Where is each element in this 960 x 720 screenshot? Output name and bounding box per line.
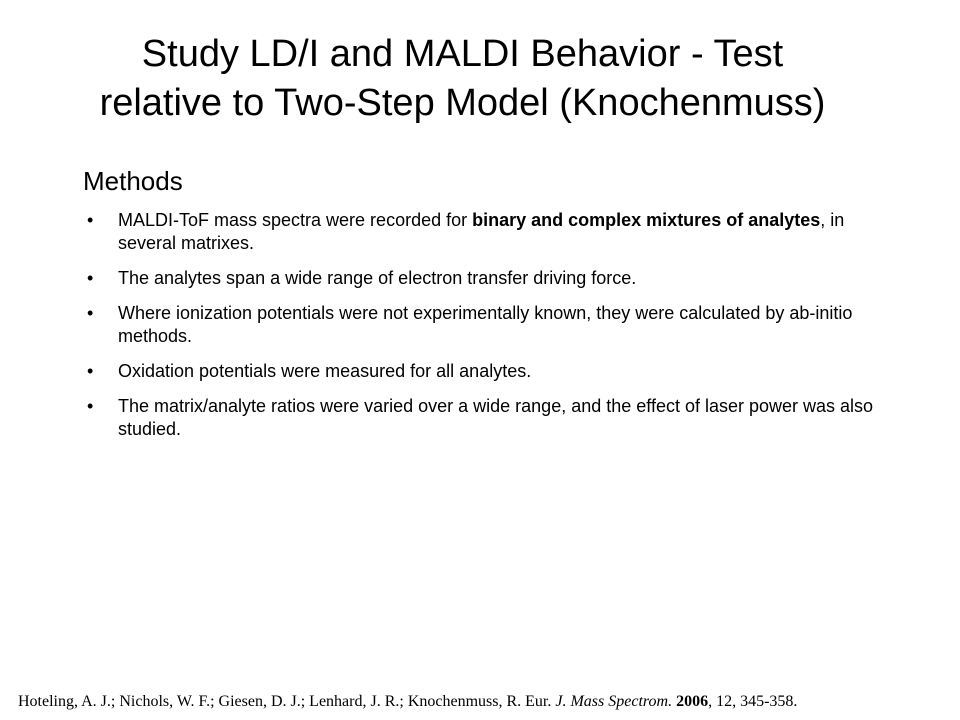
bullet-marker: • <box>87 210 94 230</box>
methods-bullet-list <box>83 209 883 453</box>
bullet-text: The matrix/analyte ratios were varied over a wide range, and the effect of laser power was also studied. <box>118 396 874 439</box>
bullet-item <box>83 360 883 383</box>
bullet-marker: • <box>87 303 94 323</box>
section-heading-methods: Methods <box>83 166 183 196</box>
citation-authors: Hoteling, A. J.; Nichols, W. F.; Giesen, D. J.; Lenhard, J. R.; Knochenmuss, R. Eur. <box>18 693 556 710</box>
citation-year: 2006 <box>676 693 709 710</box>
bullet-text: Oxidation potentials were measured for all analytes. <box>118 361 532 381</box>
slide-title-line-2: relative to Two-Step Model (Knochenmuss) <box>99 82 826 124</box>
bullet-text <box>118 210 844 253</box>
bullet-text-plain: , in several matrixes. <box>118 210 845 253</box>
bullet-item <box>83 302 883 348</box>
bullet-text-plain: MALDI-ToF mass spectra were recorded for <box>118 210 473 230</box>
reference-citation <box>18 692 797 712</box>
bullet-marker: • <box>87 396 94 416</box>
bullet-text: The analytes span a wide range of electron transfer driving force. <box>118 268 637 288</box>
bullet-item <box>83 209 883 255</box>
bullet-item <box>83 395 883 441</box>
bullet-marker: • <box>87 268 94 288</box>
bullet-marker: • <box>87 361 94 381</box>
bullet-text: Where ionization potentials were not experimentally known, they were calculated by ab-initio methods. <box>118 303 853 346</box>
slide-title <box>0 30 925 128</box>
bullet-item <box>83 267 883 290</box>
citation-journal: J. Mass Spectrom. <box>555 693 673 710</box>
slide-title-line-1: Study LD/I and MALDI Behavior - Test <box>141 33 784 75</box>
bullet-text-bold: binary and complex mixtures of analytes <box>472 210 821 230</box>
citation-volume-pages: , 12, 345-358. <box>708 693 798 710</box>
